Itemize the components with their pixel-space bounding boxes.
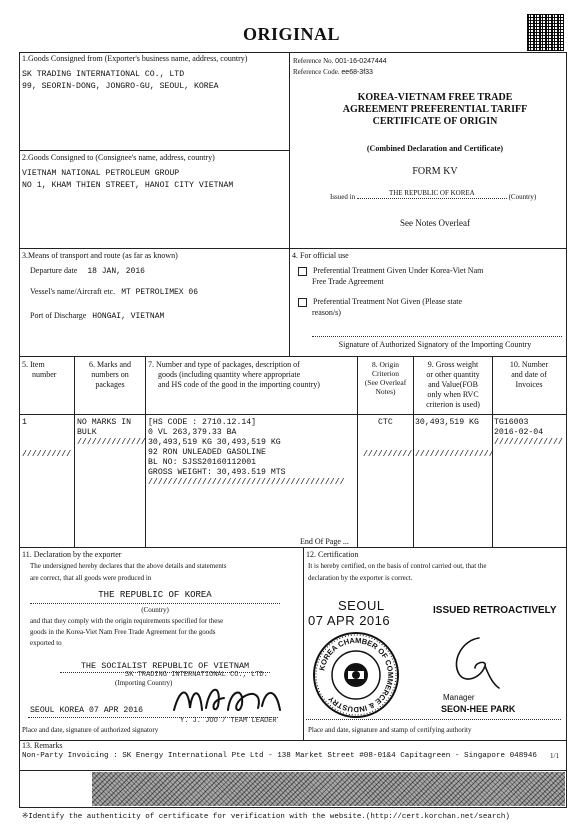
exporter-place-label: Place and date, signature of authorized signatory [22,726,159,734]
preferential-not-given-checkbox[interactable] [298,298,307,307]
invoice-number: TG16003 [494,418,529,427]
document-title: ORIGINAL [243,24,341,44]
port-of-discharge [30,311,164,322]
end-of-page: End Of Page ... [300,537,349,546]
declaration-line3: and that they comply with the origin requirements specified for these [30,617,224,625]
certification-date: 07 APR 2016 [308,613,391,628]
certificate-title-line3: CERTIFICATE OF ORIGIN [372,116,498,127]
certificate-subtitle: (Combined Declaration and Certificate) [366,144,504,153]
col-description-header [148,360,356,390]
port-label: Port of Discharge [30,311,87,320]
col-weight-header-5: criterion is used) [426,400,480,409]
verification-notice: ※Identify the authenticity of certificate for verification with the website.(http://cert.korchan.net/search) [22,813,510,821]
manager-name: SEON-HEE PARK [441,704,516,714]
importing-country: THE SOCIALIST REPUBLIC OF VIETNAM [80,661,250,671]
certificate-title-line1: KOREA-VIETNAM FREE TRADE [357,92,513,103]
preferential-given-label: Preferential Treatment Given Under Korea-Viet Nam [313,266,484,275]
certification-text [308,562,563,583]
departure-date [30,266,145,277]
certification-line1: It is hereby certified, on the basis of control carried out, that the [308,562,487,570]
exporter-address: 99, SEORIN-DONG, JONGRO-GU, SEOUL, KOREA [22,82,219,91]
country-label: (Country) [141,606,169,614]
produced-in-country: THE REPUBLIC OF KOREA [98,590,212,600]
vessel-name-label: Vessel's name/Aircraft etc. [30,287,116,296]
port-value: HONGAI, VIETNAM [92,312,165,321]
reference-number-value: 001-16-0247444 [335,58,387,65]
box11-label: 11. Declaration by the exporter [22,550,122,559]
hs-code: [HS CODE : 2710.12.14] [148,418,257,427]
marks-line2: BULK [77,428,97,437]
certificate-title-line2: AGREEMENT PREFERENTIAL TARIFF [342,104,528,115]
bill-of-lading: BL NO: SJSS20160112001 [148,458,257,467]
gross-weight-mts: GROSS WEIGHT: 30,493.519 MTS [148,468,286,477]
seal-icon [312,631,400,719]
preferential-given-option[interactable] [298,266,558,276]
col-marks-header-3: packages [95,380,125,389]
col-criterion-header-4: Notes) [375,387,396,396]
see-notes: See Notes Overleaf [400,218,470,228]
col-marks-header [77,360,143,390]
col-marks-header-2: numbers on [91,370,129,379]
col-description-header-1: 7. Number and type of packages, description of [148,360,300,369]
col-criterion-header [358,360,413,396]
certifier-place-label: Place and date, signature and stamp of certifying authority [308,726,472,734]
reference-code-value: ee68-3f33 [341,69,373,76]
col-weight-header-1: 9. Gross weight [427,360,479,369]
page-number: 1/1 [550,752,559,760]
declaration-text [30,562,300,583]
marks-line3: ////////////// [77,438,146,447]
exporter-place-date: SEOUL KOREA 07 APR 2016 [30,706,144,715]
description-weight: 30,493,519 KG 30,493,519 KG [148,438,281,447]
certification-city: SEOUL [338,598,385,613]
importing-country-label: (Importing Country) [115,679,173,687]
departure-date-value: 18 JAN, 2016 [87,267,145,276]
col-criterion-header-3: (See Overleaf [364,378,407,387]
vessel-name-value: MT PETROLIMEX 06 [121,288,198,297]
declaration-line4: goods in the Korea-Viet Nam Free Trade Agreement for the goods [30,628,216,636]
issued-in-country-label: (Country) [508,193,537,201]
importing-signature-line [312,336,562,337]
preferential-not-given-label: Preferential Treatment Not Given (Please state [313,297,463,306]
box4-label: 4. For official use [292,251,349,260]
item-number: 1 [22,418,27,427]
marks-cell [77,418,146,448]
col-item-header-2: number [32,370,57,379]
box12-label: 12. Certification [306,550,359,559]
form-name: FORM KV [412,166,458,177]
exporter-signature [170,680,285,722]
col-weight-header-3: and Value(FOB [428,380,478,389]
box3-label: 3.Means of transport and route (as far as known) [22,251,178,260]
col-marks-header-1: 6. Marks and [89,360,131,369]
consignee-address: NO 1, KHAM THIEN STREET, HANOI CITY VIETNAM [22,181,234,190]
marks-line1: NO MARKS IN [77,418,132,427]
box2-label: 2.Goods Consigned to (Consignee's name, address, country) [22,153,215,162]
col-description-header-3: and HS code of the good in the importing country) [158,380,320,389]
qr-code [527,14,564,51]
box1-label: 1.Goods Consigned from (Exporter's business name, address, country) [22,54,248,63]
manager-title: Manager [443,693,475,702]
declaration-line2: are correct, that all goods were produced in [30,574,152,582]
col-invoice-header-3: Invoices [515,380,543,389]
box13-label: 13. Remarks [22,741,63,750]
criterion-slashes: ////////// [363,450,413,459]
col-item-header [22,360,56,380]
preferential-given-label-2: Free Trade Agreement [312,277,384,286]
declaration-line1: The undersigned hereby declares that the above details and statements [30,562,227,570]
col-description-header-2: goods (including quantity where appropriate [158,370,301,379]
description-slashes: //////////////////////////////////////// [148,478,345,487]
origin-criterion: CTC [378,418,393,427]
description-volume: 0 VL 263,379.33 BA [148,428,237,437]
certificate-title [310,92,560,128]
certification-line2: declaration by the exporter is correct. [308,574,413,582]
col-invoice-header-2: and date of [511,370,547,379]
exporter-signatory: Y. J. JOO / TEAM LEADER [180,717,277,725]
description-goods: 92 RON UNLEADED GASOLINE [148,448,266,457]
gross-weight: 30,493,519 KG [415,418,479,427]
declaration-text-2 [30,617,300,648]
exporter-name: SK TRADING INTERNATIONAL CO., LTD [22,70,185,79]
security-pattern [92,772,565,806]
col-invoice-header [494,360,564,390]
declaration-line5: exported to [30,639,62,647]
exporter-stamp-company: SK TRADING INTERNATIONAL CO., LTD. [125,671,268,679]
col-criterion-header-1: 8. Origin [371,360,400,369]
invoice-date: 2016-02-04 [494,428,544,437]
invoice-slashes: ////////////// [494,438,563,447]
chamber-seal [312,631,400,719]
issued-in-label: Issued in [330,193,356,201]
issued-in [330,189,562,203]
reference-code-label: Reference Code. [293,68,340,76]
col-weight-header [414,360,492,410]
preferential-not-given-option[interactable] [298,297,558,307]
col-weight-header-2: or other quantity [426,370,480,379]
description-cell [148,418,345,488]
issued-in-country: THE REPUBLIC OF KOREA [388,189,475,197]
reference-number [293,57,387,66]
certifier-signature [445,632,505,694]
preferential-given-checkbox[interactable] [298,267,307,276]
reference-code [293,68,373,77]
importing-signature-label: Signature of Authorized Signatory of the Importing Country [338,340,532,349]
preferential-not-given-label-2: reason/s) [312,308,341,317]
consignee-name: VIETNAM NATIONAL PETROLEUM GROUP [22,169,180,178]
col-item-header-1: 5. Item [22,360,45,369]
item-slashes: ////////// [22,450,72,459]
remarks-text: Non-Party Invoicing : SK Energy International Pte Ltd - 138 Market Street #08-01&4 Capitagreen - Singapore 048946 [22,752,537,760]
seal-text: KOREA CHAMBER OF COMMERCE & INDUSTRY [317,635,396,715]
departure-date-label: Departure date [30,266,78,275]
vessel-name [30,287,198,298]
issued-retroactively-stamp: ISSUED RETROACTIVELY [433,605,557,616]
invoice-cell [494,418,563,448]
col-weight-header-4: only when RVC [427,390,479,399]
col-invoice-header-1: 10. Number [509,360,549,369]
reference-number-label: Reference No. [293,57,334,65]
weight-slashes: //////////////// [415,450,494,459]
col-criterion-header-2: Criterion [371,369,400,378]
